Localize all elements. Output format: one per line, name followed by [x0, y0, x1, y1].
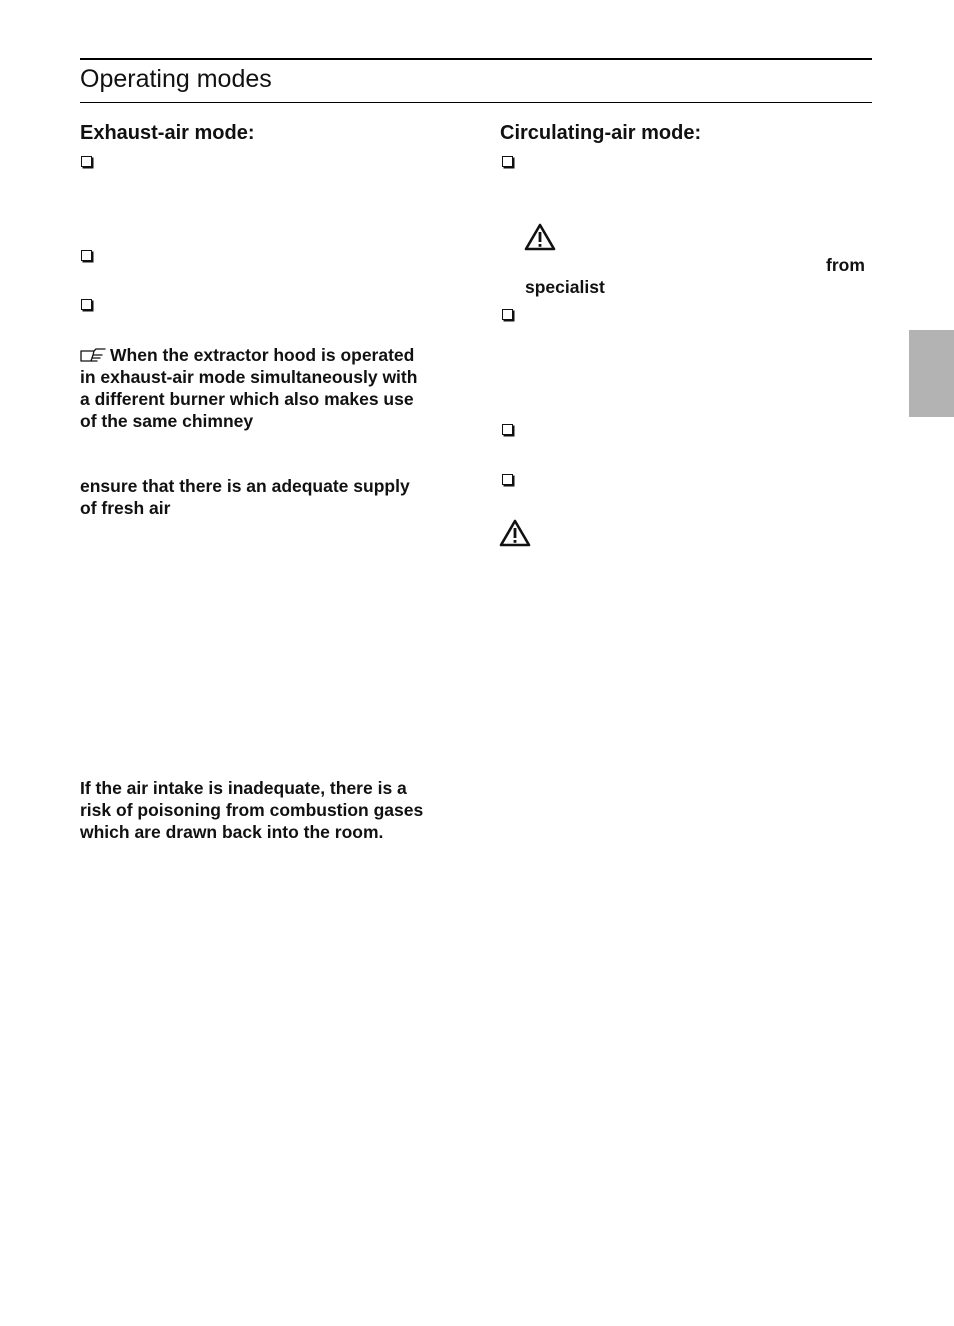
note-line: a different burner which also makes use [80, 389, 414, 409]
title-underline [80, 102, 872, 103]
risk-line: risk of poisoning from combustion gases [80, 800, 424, 820]
checkbox-icon [502, 424, 513, 435]
risk-line: If the air intake is inadequate, there is a [80, 778, 407, 798]
from-word: from [826, 255, 865, 275]
note-line: in exhaust-air mode simultaneously with [80, 367, 418, 387]
warning-triangle-icon [499, 519, 531, 547]
exhaust-air-heading: Exhaust-air mode: [80, 122, 255, 144]
risk-line: which are drawn back into the room. [80, 822, 384, 842]
note-line: of the same chimney [80, 411, 254, 431]
checkbox-icon [81, 299, 92, 310]
fresh-air-note [80, 475, 460, 519]
pointing-hand-icon [80, 348, 106, 362]
note-line: When the extractor hood is operated [110, 345, 415, 365]
specialist-word: specialist [525, 277, 605, 297]
poisoning-warning-text [80, 777, 460, 843]
supply-line: ensure that there is an adequate supply [80, 476, 410, 496]
checkbox-icon [81, 156, 92, 167]
checkbox-icon [502, 309, 513, 320]
checkbox-icon [502, 156, 513, 167]
page-title: Operating modes [80, 65, 272, 93]
supply-line: of fresh air [80, 498, 171, 518]
checkbox-icon [81, 250, 92, 261]
circulating-air-heading: Circulating-air mode: [500, 122, 702, 144]
warning-triangle-icon [524, 223, 556, 251]
chimney-note [80, 344, 460, 432]
section-thumb-tab [909, 330, 954, 417]
top-rule [80, 58, 872, 60]
checkbox-icon [502, 474, 513, 485]
